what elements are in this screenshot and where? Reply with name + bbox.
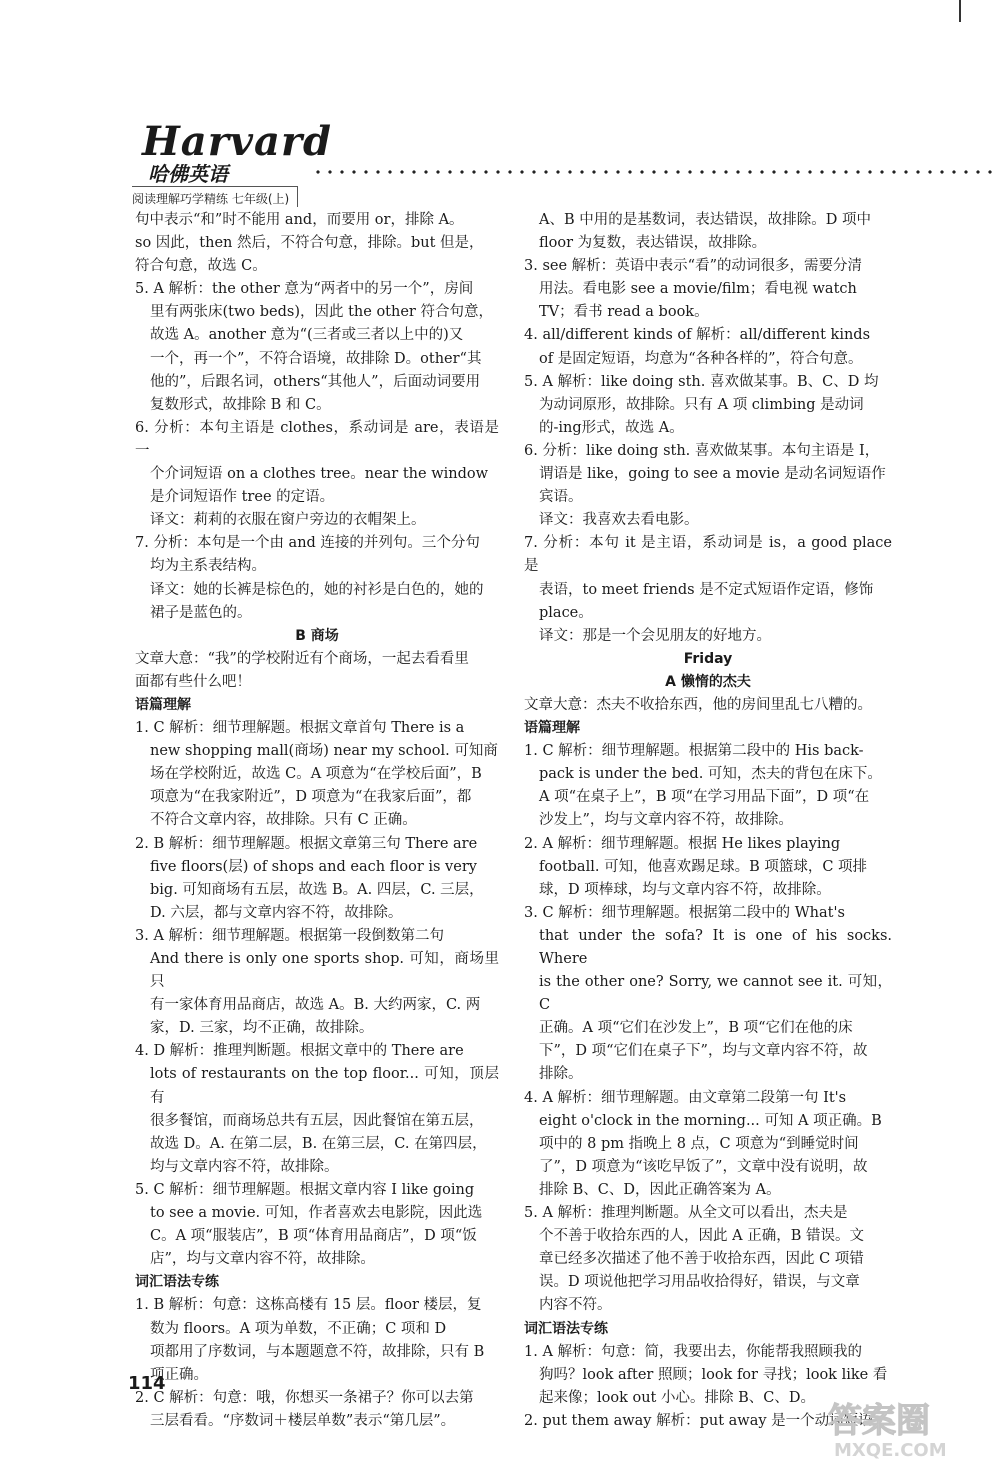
text-line: lots of restaurants on the top floor... 可知，顶层有 <box>150 1066 499 1106</box>
text-line: 球，D 项棒球，均与文章内容不符，故排除。 <box>539 881 831 898</box>
text-line: 他的”，后跟名词，others“其他人”，后面动词要用 <box>150 373 481 390</box>
top-crop-mark <box>959 0 961 22</box>
text-line: 均与文章内容不符，故排除。 <box>150 1158 339 1175</box>
right-column <box>524 209 892 1433</box>
text-line: 项意为“在我家附近”，D 项意为“在我家后面”，都 <box>150 789 472 806</box>
text-line: D. 六层，都与文章内容不符，故排除。 <box>150 904 403 921</box>
text-line: 里有两张床(two beds)，因此 the other 符合句意， <box>150 304 493 321</box>
subsection-heading: 词汇语法专练 <box>135 1274 219 1291</box>
text-line: 狗吗？look after 照顾；look for 寻找；look like 看 <box>539 1366 888 1383</box>
watermark-text: 答案圈 <box>828 1401 930 1441</box>
text-line: 故选 D。A. 在第二层，B. 在第三层，C. 在第四层， <box>150 1135 487 1152</box>
text-line: 1. B 解析：句意：这栋高楼有 15 层。floor 楼层，复 <box>135 1297 482 1314</box>
text-line: 7. 分析：本句 it 是主语，系动词是 is，a good place 是 <box>524 535 892 575</box>
text-line: 误。D 项说他把学习用品收拾得好，错误，与文章 <box>539 1274 860 1291</box>
text-line: pack is under the bed. 可知，杰夫的背包在床下。 <box>539 766 882 783</box>
text-line: 表语，to meet friends 是不定式短语作定语，修饰 <box>539 581 874 598</box>
series-line: 阅读理解巧学精练 七年级(上) <box>132 186 298 207</box>
text-line: 有一家体育用品商店，故选 A。B. 大约两家，C. 两 <box>150 997 481 1014</box>
text-line: 2. B 解析：细节理解题。根据文章第三句 There are <box>135 835 478 852</box>
text-line: 宾语。 <box>539 489 583 506</box>
text-line: 的-ing形式，故选 A。 <box>539 419 684 436</box>
text-line: A 项“在桌子上”，B 项“在学习用品下面”，D 项“在 <box>539 789 870 806</box>
book-header <box>130 118 990 210</box>
text-line: so 因此，then 然后，不符合句意，排除。but 但是， <box>135 235 484 252</box>
text-line: 2. C 解析：句意：哦，你想买一条裙子？你可以去第 <box>135 1389 474 1406</box>
section-heading: A 懒惰的杰夫 <box>665 673 751 690</box>
text-line: 1. A 解析：句意：简，我要出去，你能帮我照顾我的 <box>524 1343 863 1360</box>
text-line: 1. C 解析：细节理解题。根据文章首句 There is a <box>135 720 465 737</box>
text-line: 不符合文章内容，故排除。只有 C 正确。 <box>150 812 417 829</box>
text-line: 沙发上”，均与文章内容不符，故排除。 <box>539 812 793 829</box>
text-line: 4. all/different kinds of 解析：all/different kinds <box>524 327 871 344</box>
text-line: floor 为复数，表达错误，故排除。 <box>539 235 767 252</box>
page-number: 114 <box>128 1373 166 1394</box>
text-line: 三层看看。“序数词＋楼层单数”表示“第几层”。 <box>150 1412 456 1429</box>
watermark-logo <box>818 1392 998 1460</box>
text-line: 1. C 解析：细节理解题。根据第二段中的 His back- <box>524 743 864 760</box>
text-line: 项中的 8 pm 指晚上 8 点，C 项意为“到睡觉时间 <box>539 1135 859 1152</box>
text-line: 正确。A 项“它们在沙发上”，B 项“它们在他的床 <box>539 1020 853 1037</box>
text-line: 2. put them away 解析：put away 是一个动词短语， <box>524 1412 888 1429</box>
section-heading: Friday <box>683 650 733 667</box>
text-line: 裙子是蓝色的。 <box>150 604 252 621</box>
text-line: football. 可知，他喜欢踢足球。B 项篮球，C 项排 <box>539 858 868 875</box>
text-line: 3. A 解析：细节理解题。根据第一段倒数第二句 <box>135 927 445 944</box>
text-line: 5. A 解析：推理判断题。从全文可以看出，杰夫是 <box>524 1205 848 1222</box>
text-line: five floors(层) of shops and each floor is very <box>150 858 477 875</box>
text-line: 项都用了序数词，与本题题意不符，故排除，只有 B <box>150 1343 485 1360</box>
text-line: that under the sofa? It is one of his socks. Where <box>539 927 892 967</box>
text-line: big. 可知商场有五层，故选 B。A. 四层，C. 三层， <box>150 881 484 898</box>
text-line: 起来像；look out 小心。排除 B、C、D。 <box>539 1389 815 1406</box>
text-line: to see a movie. 可知，作者喜欢去电影院，因此选 <box>150 1205 483 1222</box>
text-line: new shopping mall(商场) near my school. 可知商 <box>150 743 498 760</box>
text-line: 符合句意，故选 C。 <box>135 258 267 275</box>
text-line: 了”，D 项意为“该吃早饭了”，文章中没有说明，故 <box>539 1158 868 1175</box>
text-line: 2. A 解析：细节理解题。根据 He likes playing <box>524 835 841 852</box>
text-line: 复数形式，故排除 B 和 C。 <box>150 396 331 413</box>
text-line: 下”，D 项“它们在桌子下”，均与文章内容不符，故 <box>539 1043 868 1060</box>
text-line: 6. 分析：本句主语是 clothes，系动词是 are，表语是一 <box>135 419 499 459</box>
text-line: 5. C 解析：细节理解题。根据文章内容 I like going <box>135 1181 475 1198</box>
subsection-heading: 词汇语法专练 <box>524 1320 608 1337</box>
text-line: 排除 B、C、D，因此正确答案为 A。 <box>539 1181 781 1198</box>
text-line: 译文：那是一个会见朋友的好地方。 <box>539 627 771 644</box>
text-line: 4. A 解析：细节理解题。由文章第二段第一句 It's <box>524 1089 847 1106</box>
text-line: 一个，再一个”，不符合语境，故排除 D。other“其 <box>150 350 482 367</box>
brand-title: Harvard <box>142 118 332 165</box>
text-line: 均为主系表结构。 <box>150 558 266 575</box>
text-line: C。A 项“服装店”，B 项“体育用品商店”，D 项“饭 <box>150 1228 477 1245</box>
text-line: 译文：她的长裤是棕色的，她的衬衫是白色的，她的 <box>150 581 484 598</box>
text-line: 5. A 解析：the other 意为“两者中的另一个”，房间 <box>135 281 474 298</box>
text-line: 故选 A。another 意为“(三者或三者以上中的)又 <box>150 327 464 344</box>
left-column <box>135 209 499 1433</box>
text-line: 面都有些什么吧！ <box>135 673 251 690</box>
watermark-url: MXQE.COM <box>834 1440 947 1460</box>
text-line: 是介词短语作 tree 的定语。 <box>150 489 335 506</box>
text-line: 用法。看电影 see a movie/film；看电视 watch <box>539 281 857 298</box>
text-line: place。 <box>539 604 593 621</box>
text-line: of 是固定短语，均意为“各种各样的”，符合句意。 <box>539 350 863 367</box>
text-line: 译文：我喜欢去看电影。 <box>539 512 699 529</box>
text-line: 3. see 解析：英语中表示“看”的动词很多，需要分清 <box>524 258 862 275</box>
text-line: 5. A 解析：like doing sth. 喜欢做某事。B、C、D 均 <box>524 373 879 390</box>
text-line: 章已经多次描述了他不善于收拾东西，因此 C 项错 <box>539 1251 864 1268</box>
subsection-heading: 语篇理解 <box>135 696 191 713</box>
text-line: 6. 分析：like doing sth. 喜欢做某事。本句主语是 I， <box>524 442 880 459</box>
text-line: 7. 分析：本句是一个由 and 连接的并列句。三个分句 <box>135 535 480 552</box>
brand-subtitle: 哈佛英语 <box>148 162 228 186</box>
text-line: 内容不符。 <box>539 1297 612 1314</box>
text-line: 个不善于收拾东西的人，因此 A 正确，B 错误。文 <box>539 1228 864 1245</box>
text-line: 家，D. 三家，均不正确，故排除。 <box>150 1020 374 1037</box>
text-line: 谓语是 like，going to see a movie 是动名词短语作 <box>539 466 886 483</box>
text-line: 个介词短语 on a clothes tree。near the window <box>150 466 489 483</box>
section-heading: B 商场 <box>295 627 339 644</box>
text-line: 4. D 解析：推理判断题。根据文章中的 There are <box>135 1043 464 1060</box>
text-line: 句中表示“和”时不能用 and，而要用 or，排除 A。 <box>135 212 464 228</box>
text-line: 场在学校附近，故选 C。A 项意为“在学校后面”，B <box>150 766 482 783</box>
text-line: 店”，均与文章内容不符，故排除。 <box>150 1251 375 1268</box>
text-line: 译文：莉莉的衣服在窗户旁边的衣帽架上。 <box>150 512 426 529</box>
text-line: 为动词原形，故排除。只有 A 项 climbing 是动词 <box>539 396 864 413</box>
text-line: 项正确。 <box>150 1366 208 1383</box>
dotted-rule <box>312 170 1000 174</box>
text-line: 3. C 解析：细节理解题。根据第二段中的 What's <box>524 904 845 921</box>
text-line: 很多餐馆，而商场总共有五层，因此餐馆在第五层， <box>150 1112 484 1129</box>
text-line: 数为 floors。A 项为单数，不正确；C 项和 D <box>150 1320 447 1337</box>
text-line: 文章大意：“我”的学校附近有个商场，一起去看看里 <box>135 650 469 667</box>
text-line: 文章大意：杰夫不收拾东西，他的房间里乱七八糟的。 <box>524 696 872 713</box>
text-line: And there is only one sports shop. 可知，商场里只 <box>150 951 499 991</box>
text-line: 排除。 <box>539 1066 583 1083</box>
text-line: is the other one? Sorry, we cannot see it. 可知，C <box>539 974 892 1014</box>
subsection-heading: 语篇理解 <box>524 720 580 737</box>
text-line: TV；看书 read a book。 <box>539 304 709 321</box>
text-line: A、B 中用的是基数词，表达错误，故排除。D 项中 <box>539 212 871 228</box>
text-line: eight o'clock in the morning... 可知 A 项正确。B <box>539 1112 882 1129</box>
